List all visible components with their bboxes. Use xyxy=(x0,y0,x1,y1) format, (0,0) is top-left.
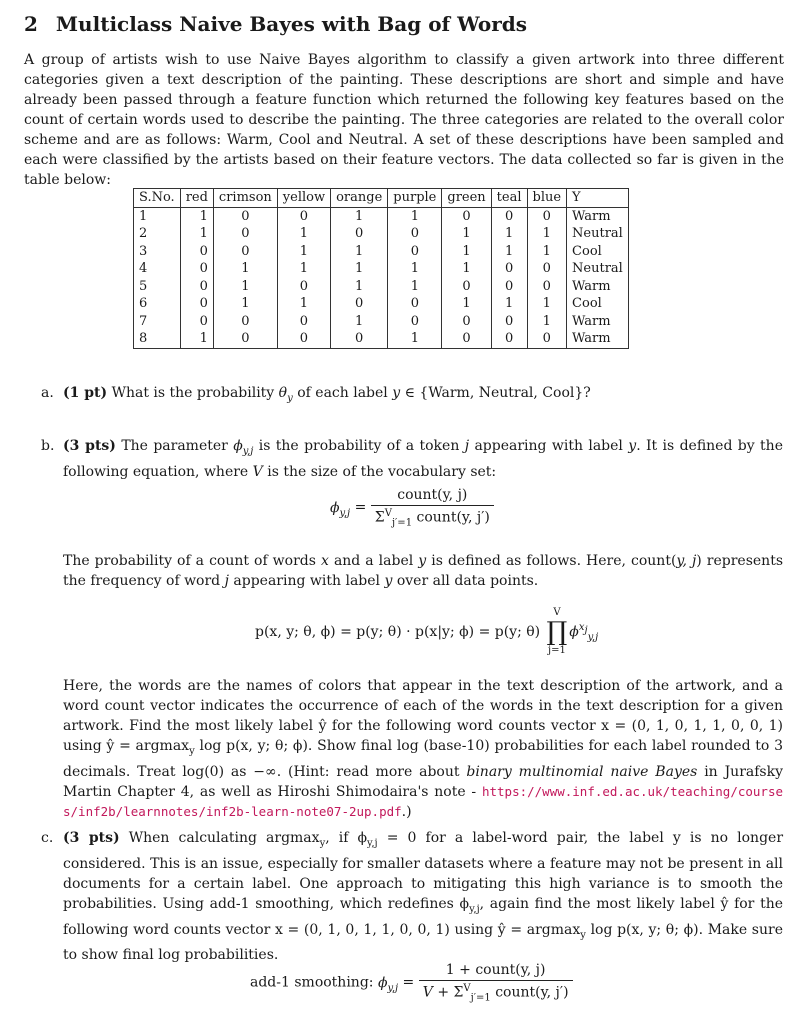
table-cell: 1 xyxy=(527,225,567,243)
table-cell: 1 xyxy=(331,278,388,296)
table-cell: 8 xyxy=(134,330,181,348)
question-b-paragraph: Here, the words are the names of colors that appear in the text description of the artwork, and a word count vector indicates the occurrence of each of the words in the text description for a given artwork. Find the most likely label ŷ for the following word counts vector x = (0, 1, 0, 1, 1, 0, 0, 1) using ŷ = argmax$_y$ log p(x, y; θ; ϕ). Show final log (base-10) probabilities for each label rounded to 3 decimals. Treat log(0) as −∞. (Hint: read more about binary multinomial naive Bayes in Jurafsky Martin Chapter 4, as well as Hiroshi Shimodaira's note - https://www.inf.ed.ac.uk/teaching/courses/inf2b/learnnotes/inf2b-learn-note07-2up.pdf.) xyxy=(63,678,783,820)
question-a-set: {Warm, Neutral, Cool}? xyxy=(419,385,591,401)
question-b-para-3: in Jurafsky Martin Chapter 4, as well as Hiroshi Shimodaira's note - xyxy=(63,763,783,800)
question-b-text-4: . It is defined by the following equation, where xyxy=(63,438,783,480)
table-cell: 0 xyxy=(213,330,277,348)
table-row xyxy=(134,243,629,261)
table-cell: 0 xyxy=(527,278,567,296)
joint-equation-text: p(x, y; θ, ϕ) = p(y; θ) · p(x|y; ϕ) = p(y; θ) xyxy=(255,624,541,640)
table-cell: Neutral xyxy=(567,260,629,278)
question-b-text-3: appearing with label xyxy=(474,438,623,454)
table-cell: 0 xyxy=(388,295,442,313)
smoothing-label: add-1 smoothing: xyxy=(250,974,374,991)
section-number: 2 xyxy=(24,12,38,36)
table-cell: 0 xyxy=(527,207,567,225)
question-c-text-4: , again find the most likely label ŷ for the following word counts vector x = (0, 1, 0, 1, 1, 0, 0, 1) using ŷ = argmax xyxy=(63,895,783,938)
table-cell: 1 xyxy=(388,330,442,348)
table-cell: 1 xyxy=(491,295,527,313)
table-cell: 3 xyxy=(134,243,181,261)
table-cell: 1 xyxy=(213,278,277,296)
table-cell: 0 xyxy=(180,295,213,313)
table-cell: 0 xyxy=(491,207,527,225)
table-header-cell: Y xyxy=(567,189,629,208)
table-cell: 1 xyxy=(331,260,388,278)
table-cell: 0 xyxy=(388,243,442,261)
data-table xyxy=(133,188,629,349)
table-row xyxy=(134,207,629,225)
table-cell: 0 xyxy=(213,313,277,331)
question-a: a. (1 pt) What is the probability $\theta_y$ of each label y ∈ {Warm, Neutral, Cool}? xyxy=(41,385,591,404)
table-cell: Warm xyxy=(567,207,629,225)
table-cell: 0 xyxy=(491,330,527,348)
table-cell: 0 xyxy=(331,330,388,348)
table-cell: 0 xyxy=(442,330,491,348)
table-cell: 1 xyxy=(491,225,527,243)
prob-text-5: appearing with label xyxy=(233,573,381,589)
question-b-para-2: log p(x, y; θ; ϕ). Show final log (base-10) probabilities for each label rounded to 3 decimals. Treat log(0) as −∞. (Hint: read more about xyxy=(63,738,783,780)
prob-text-6: over all data points. xyxy=(396,573,539,589)
table-cell: 1 xyxy=(213,260,277,278)
table-cell: 1 xyxy=(442,260,491,278)
table-cell: 0 xyxy=(180,313,213,331)
question-a-text-1: What is the probability xyxy=(111,385,275,401)
question-a-points: (1 pt) xyxy=(63,385,108,401)
question-b-text-2: is the probability of a token xyxy=(258,438,460,454)
table-header-cell: green xyxy=(442,189,491,208)
table-cell: 1 xyxy=(491,243,527,261)
table-cell: Warm xyxy=(567,278,629,296)
table-cell: 6 xyxy=(134,295,181,313)
table-cell: 0 xyxy=(213,225,277,243)
table-cell: 1 xyxy=(527,243,567,261)
table-cell: Neutral xyxy=(567,225,629,243)
table-cell: 1 xyxy=(180,207,213,225)
table-cell: Warm xyxy=(567,313,629,331)
table-cell: 1 xyxy=(527,295,567,313)
table-cell: 0 xyxy=(388,225,442,243)
table-header-cell: blue xyxy=(527,189,567,208)
question-c-text-3: = 0 for a label-word pair, the label y is no longer considered. This is an issue, especially for smaller datasets where a feature may not be present in all documents for a certain label. One approach to mitigating this high variance is to smooth the probabilities. Using add-1 smoothing, which redefines ϕ xyxy=(63,830,784,912)
table-cell: 0 xyxy=(442,207,491,225)
smoothing-numerator: 1 + count(y, j) xyxy=(419,962,573,981)
table-cell: 1 xyxy=(213,295,277,313)
table-cell: 1 xyxy=(180,225,213,243)
table-cell: 1 xyxy=(277,225,330,243)
table-row xyxy=(134,278,629,296)
section-title-text: Multiclass Naive Bayes with Bag of Words xyxy=(55,12,528,36)
table-cell: 1 xyxy=(388,207,442,225)
table-cell: 0 xyxy=(388,313,442,331)
table-row xyxy=(134,330,629,348)
table-cell: 0 xyxy=(180,260,213,278)
table-row xyxy=(134,225,629,243)
phi-denominator: count(y, j′) xyxy=(416,509,490,526)
table-cell: 1 xyxy=(388,260,442,278)
table-cell: 1 xyxy=(180,330,213,348)
question-b-points: (3 pts) xyxy=(63,438,116,454)
table-cell: 7 xyxy=(134,313,181,331)
table-cell: 1 xyxy=(331,243,388,261)
phi-numerator: count(y, j) xyxy=(371,487,494,506)
prob-text-3: is defined as follows. Here, count( xyxy=(431,553,677,569)
table-cell: Cool xyxy=(567,243,629,261)
question-b-text-5: is the size of the vocabulary set: xyxy=(267,463,497,480)
table-header-cell: crimson xyxy=(213,189,277,208)
table-cell: 0 xyxy=(442,313,491,331)
table-cell: 1 xyxy=(527,313,567,331)
section-title xyxy=(24,12,527,36)
table-header-cell: red xyxy=(180,189,213,208)
intro-paragraph: A group of artists wish to use Naive Bayes algorithm to classify a given artwork into three different categories given a text description of the painting. These descriptions are short and simple and have already been passed through a feature function which returned the following key features based on the count of certain words used to describe the painting. The three categories are related to the overall color scheme and are as follows: Warm, Cool and Neutral. A set of these descriptions have been sampled and each were classified by the artists based on their feature vectors. The data collected so far is given in the table below: xyxy=(24,52,784,188)
table-cell: 0 xyxy=(527,260,567,278)
question-b-label: b. xyxy=(41,438,55,454)
question-b: b. (3 pts) The parameter $\phi_{y,j}$ is the probability of a token j appearing with label y. It is defined by the following equation, where V is the size of the vocabulary set: xyxy=(41,438,783,480)
table-cell: 0 xyxy=(213,207,277,225)
phi-equation: $\phi_{y,j}$ = $\frac{\text{count(y, j)}}{\Sigma^V_{j'=1} count(y, j')}$ xyxy=(330,487,494,528)
table-row xyxy=(134,313,629,331)
joint-probability-equation: p(x, y; θ, ϕ) = p(y; θ) · p(x|y; ϕ) = p(y; θ) V ∏ j=1 $\phi^{x_j}_{y,j}$ xyxy=(255,607,599,656)
table-row xyxy=(134,260,629,278)
question-a-label: a. xyxy=(41,385,54,401)
question-a-text-2: of each label xyxy=(297,385,388,401)
table-cell: 1 xyxy=(277,260,330,278)
table-cell: 0 xyxy=(331,225,388,243)
table-cell: 0 xyxy=(277,313,330,331)
table-cell: 0 xyxy=(180,243,213,261)
question-b-para-4: .) xyxy=(401,803,412,820)
probability-definition: The probability of a count of words x and a label y is defined as follows. Here, count(y, j) represents the frequency of word j appearing with label y over all data points. xyxy=(63,553,784,589)
table-row xyxy=(134,295,629,313)
table-cell: 0 xyxy=(527,330,567,348)
question-b-text-1: The parameter xyxy=(121,438,228,454)
shimodaira-note-link[interactable]: https://www.inf.ed.ac.uk/teaching/courses/inf2b/learnnotes/inf2b-learn-note07-2up.pdf xyxy=(63,783,783,819)
table-cell: 0 xyxy=(442,278,491,296)
table-cell: 0 xyxy=(491,260,527,278)
table-cell: 2 xyxy=(134,225,181,243)
prob-text-4: ) represents the frequency of word xyxy=(63,553,784,589)
table-cell: 0 xyxy=(277,330,330,348)
table-cell: 0 xyxy=(491,278,527,296)
question-c: c. (3 pts) When calculating argmax$_y$, if $\phi_{y,j} = 0$ for a label-word pair, the label y is no longer considered. This is an issue, especially for smaller datasets where a feature may not be present in all documents for a certain label. One approach to mitigating this high variance is to smooth the probabilities. Using add-1 smoothing, which redefines $\phi_{y,j}$, again find the most likely label ŷ for the following word counts vector x = (0, 1, 0, 1, 1, 0, 0, 1) using ŷ = argmax$_y$ log p(x, y; θ; ϕ). Make sure to show final log probabilities. xyxy=(41,830,784,964)
question-b-para-1: Here, the words are the names of colors that appear in the text description of the artwork, and a word count vector indicates the occurrence of each of the words in the text description for a given artwork. Find the most likely label ŷ for the following word counts vector x = (0, 1, 0, 1, 1, 0, 0, 1) using ŷ = argmax xyxy=(63,678,783,754)
table-cell: 0 xyxy=(277,278,330,296)
prob-text-1: The probability of a count of words xyxy=(63,553,316,569)
table-cell: Cool xyxy=(567,295,629,313)
question-c-points: (3 pts) xyxy=(63,830,120,846)
add-1-smoothing-equation: add-1 smoothing: $\phi_{y,j}$ = $\frac{\text{1 + count(y, j)}}{V + \Sigma^V_{j'=1} count(y, j')}$ xyxy=(250,962,573,1003)
prob-text-2: and a label xyxy=(333,553,414,569)
table-body xyxy=(134,207,629,348)
table-header-cell: teal xyxy=(491,189,527,208)
table-cell: 0 xyxy=(277,207,330,225)
table-cell: 1 xyxy=(331,313,388,331)
question-b-hint-em: binary multinomial naive Bayes xyxy=(466,763,698,780)
table-cell: 1 xyxy=(388,278,442,296)
table-cell: 0 xyxy=(491,313,527,331)
question-c-text-5: log p(x, y; θ; ϕ). Make sure to show final log probabilities. xyxy=(63,921,783,964)
table-cell: 1 xyxy=(442,225,491,243)
table-header-cell: yellow xyxy=(277,189,330,208)
table-cell: 1 xyxy=(442,243,491,261)
table-cell: 1 xyxy=(277,243,330,261)
table-cell: 1 xyxy=(134,207,181,225)
table-cell: 5 xyxy=(134,278,181,296)
table-cell: Warm xyxy=(567,330,629,348)
table-cell: 4 xyxy=(134,260,181,278)
table-header-cell: orange xyxy=(331,189,388,208)
question-c-text-1: When calculating argmax xyxy=(128,830,320,846)
smoothing-denominator: count(y, j′) xyxy=(495,984,569,1001)
table-header-cell: purple xyxy=(388,189,442,208)
table-cell: 0 xyxy=(213,243,277,261)
table-cell: 1 xyxy=(331,207,388,225)
question-c-text-2: , if ϕ xyxy=(325,830,368,846)
table-header-row xyxy=(134,189,629,208)
table-cell: 1 xyxy=(442,295,491,313)
table-cell: 0 xyxy=(180,278,213,296)
question-c-label: c. xyxy=(41,830,54,846)
table-cell: 1 xyxy=(277,295,330,313)
table-header-cell: S.No. xyxy=(134,189,181,208)
table-cell: 0 xyxy=(331,295,388,313)
